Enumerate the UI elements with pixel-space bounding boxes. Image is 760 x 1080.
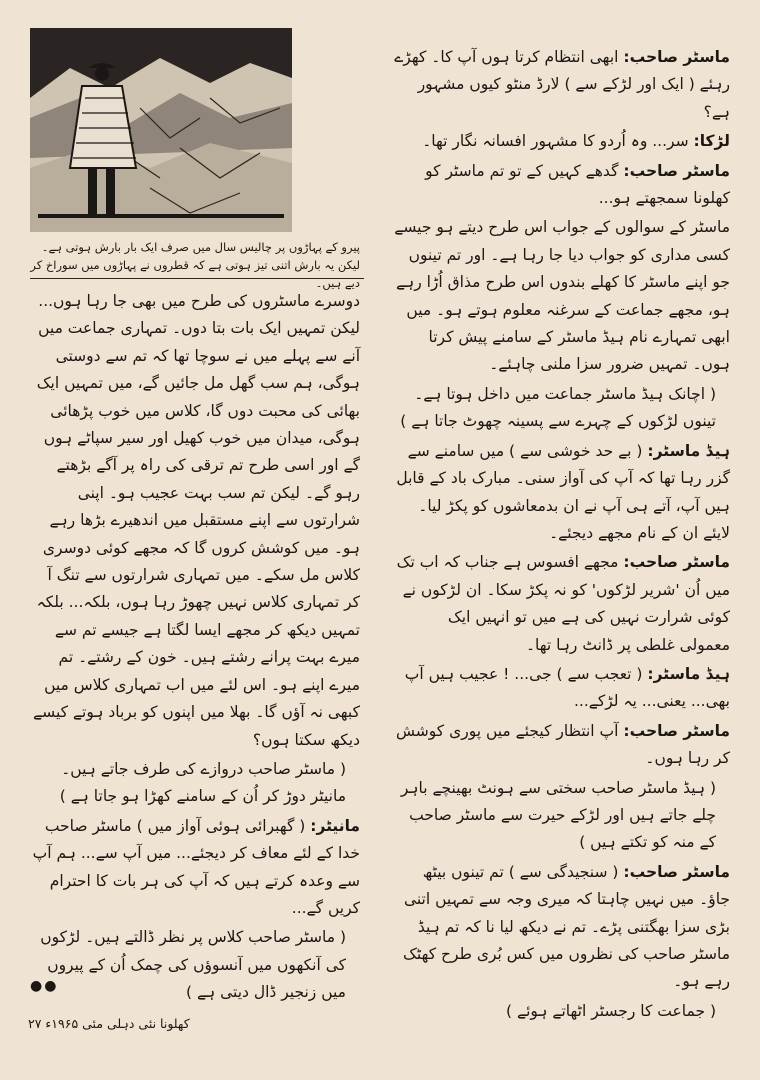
paragraph-text: ( گھبرائی ہوئی آواز میں ) ماسٹر صاحب خدا کے لئے معاف کر دیجئے... میں آپ سے... ہم آپ سے وعدہ کرتے ہیں کہ آپ کی ہر بات کا احترام کریں گے...	[32, 816, 360, 917]
illustration-caption: پیرو کے پہاڑوں پر چالیس سال میں صرف ایک بار بارش ہوتی ہے۔ لیکن یہ بارش اتنی تیز ہوتی ہے کہ قطروں نے پہاڑوں میں سوراخ کر دیے ہیں۔	[30, 240, 360, 290]
page-footer: کھلونا نئی دہلی مئی ۱۹۶۵ء ۲۷	[28, 1016, 190, 1031]
speaker-label: لڑکا:	[693, 132, 730, 151]
caption-divider	[30, 278, 364, 279]
paragraph	[394, 549, 730, 659]
paragraph	[30, 288, 360, 754]
paragraph	[394, 214, 730, 378]
paragraph-text: سر... وہ اُردو کا مشہور افسانہ نگار تھا۔	[422, 132, 689, 151]
paragraph	[394, 775, 716, 857]
paragraph-text: ( سنجیدگی سے ) تم تینوں بیٹھ جاؤ۔ میں نہیں چاہتا کہ میری وجہ سے تمہیں اتنی بڑی سزا بھگتنی پڑے۔ تم نے دیکھ لیا نا کہ تم ہیڈ ماسٹر صاحب کی نظروں میں کس بُری طرح کھٹک رہے ہو۔	[403, 862, 730, 991]
paragraph-text: دوسرے ماسٹروں کی طرح میں بھی جا رہا ہوں... لیکن تمہیں ایک بات بتا دوں۔ تمہاری جماعت میں آنے سے پہلے میں نے سوچا تھا کہ تم سے دوستی ہوگی، ہم سب گھل مل جائیں گے، میں تمہیں ایک بھائی کی محبت دوں گا، کلاس میں خوب پڑھائی ہوگی، میدان میں خوب کھیل اور سیر سپاٹے ہوں گے اور اسی طرح تم ترقی کی راہ پر آگے بڑھتے رہو گے۔ لیکن تم سب بہت عجیب ہو۔ اپنی شرارتوں سے اپنے مستقبل میں اندھیرے بڑھا رہے ہو۔ میں کوشش کروں گا کہ مجھے کوئی دوسری کلاس مل سکے۔ میں تمہاری شرارتوں سے تنگ آ کر تمہاری کلاس نہیں چھوڑ رہا ہوں، بلکہ... بلکہ تمہیں دیکھ کر مجھے ایسا لگتا ہے جیسے تم سے میرے بہت پرانے رشتے ہیں۔ خون کے رشتے۔ تم میرے اپنے ہو۔ اس لئے میں اب تمہاری کلاس میں کبھی نہ آؤں گا۔ بھلا میں اپنوں کو برباد ہوتے کیسے دیکھ سکتا ہوں؟	[33, 292, 360, 749]
speaker-label: ماسٹر صاحب:	[623, 161, 730, 180]
paragraph-text: مجھے افسوس ہے جناب کہ اب تک میں اُن 'شریر لڑکوں' کو نہ پکڑ سکا۔ ان لڑکوں نے کوئی شرارت نہیں کی ہے میں تو انہیں ایک معمولی غلطی پر ڈانٹ رہا تھا۔	[396, 553, 730, 654]
paragraph-text: ماسٹر کے سوالوں کے جواب اس طرح دیتے ہو جیسے کسی مداری کو جواب دیا جا رہا ہے۔ اور تم تینوں جو اپنے ماسٹر کا کھلے بندوں اس طرح مذاق اُڑا رہے ہو، مجھے جماعت کے سرغنہ معلوم ہوتے ہو۔ میں ابھی تمہارے نام ہیڈ ماسٹر کے سامنے پیش کرتا ہوں۔ تمہیں ضرور سزا ملنی چاہئے۔	[394, 218, 730, 374]
paragraph	[394, 661, 730, 716]
paragraph-text: ( ماسٹر صاحب دروازے کی طرف جاتے ہیں۔ مانیٹر دوڑ کر اُن کے سامنے کھڑا ہو جاتا ہے )	[59, 759, 346, 806]
paragraph	[394, 718, 730, 773]
paragraph	[394, 44, 730, 126]
speaker-label: ماسٹر صاحب:	[623, 48, 730, 66]
paragraph-text: ( ہیڈ ماسٹر صاحب سختی سے ہونٹ بھینچے باہر چلے جاتے ہیں اور لڑکے حیرت سے ماسٹر صاحب کے منہ کو تکتے ہیں )	[400, 778, 716, 852]
speaker-label: ماسٹر صاحب:	[623, 721, 730, 740]
speaker-label: ماسٹر صاحب:	[623, 862, 730, 881]
paragraph-text: آپ انتظار کیجئے میں پوری کوشش کر رہا ہوں۔	[396, 721, 730, 768]
speaker-label: مانیٹر:	[310, 816, 360, 835]
end-mark: ●●	[30, 978, 59, 994]
paragraph	[30, 813, 360, 923]
paragraph	[394, 158, 730, 213]
paragraph-text: ( اچانک ہیڈ ماسٹر جماعت میں داخل ہوتا ہے۔ تینوں لڑکوں کے چہرے سے پسینہ چھوٹ جاتا ہے )	[400, 384, 716, 431]
paragraph-text: ( جماعت کا رجسٹر اٹھاتے ہوئے )	[506, 1001, 716, 1020]
speaker-label: ہیڈ ماسٹر:	[647, 664, 730, 683]
paragraph-text: ( تعجب سے ) جی... ! عجیب ہیں آپ بھی... یعنی... یہ لڑکے...	[404, 664, 730, 711]
paragraph	[394, 438, 730, 548]
speaker-label: ہیڈ ماسٹر:	[647, 441, 730, 460]
paragraph	[394, 128, 730, 155]
paragraph-text: ابھی انتظام کرتا ہوں آپ کا۔ کھڑے رہئے ( ایک اور لڑکے سے ) لارڈ منٹو کیوں مشہور ہے؟	[394, 48, 730, 121]
illustration-peru-mountains	[30, 28, 292, 232]
left-text-column	[30, 288, 360, 1009]
paragraph	[30, 756, 346, 811]
paragraph	[30, 924, 346, 1006]
paragraph	[394, 998, 716, 1025]
paragraph	[394, 381, 716, 436]
paragraph-text: ( ماسٹر صاحب کلاس پر نظر ڈالتے ہیں۔ لڑکوں کی آنکھوں میں آنسوؤں کی چمک اُن کے پیروں میں زنجیر ڈال دیتی ہے )	[40, 928, 346, 1002]
mountain-figure-image	[30, 28, 292, 232]
speaker-label: ماسٹر صاحب:	[623, 553, 730, 572]
paragraph-text: ( بے حد خوشی سے ) میں سامنے سے گزر رہا تھا کہ آپ کی آواز سنی۔ مبارک باد کے قابل ہیں آپ، آتے ہی آپ نے ان بدمعاشوں کو پکڑ لیا۔ لایئے ان کے نام مجھے دیجئے۔	[396, 441, 730, 542]
paragraph-text: گدھے کہیں کے تو تم ماسٹر کو کھلونا سمجھتے ہو...	[425, 161, 730, 208]
paragraph	[394, 859, 730, 996]
right-text-column	[394, 44, 730, 1027]
